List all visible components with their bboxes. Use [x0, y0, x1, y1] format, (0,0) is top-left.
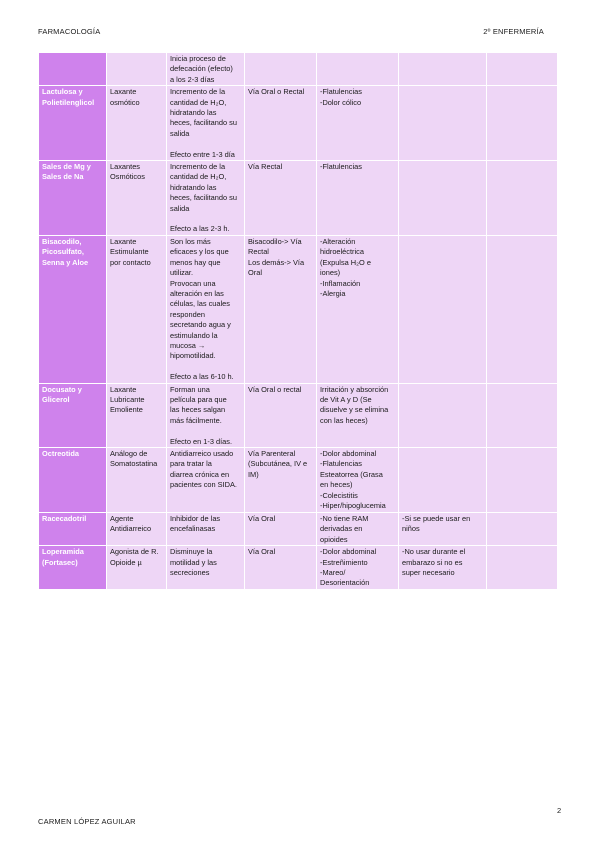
cell-line: alteración en las	[170, 288, 224, 298]
cell-line: Agonista de R.	[110, 547, 159, 557]
extra-cell	[487, 86, 558, 161]
cell-line: secreciones	[170, 568, 210, 577]
cell-line: -Estreñimiento	[320, 557, 368, 567]
cell-line: Octreotida	[42, 448, 79, 458]
extra-cell	[487, 383, 558, 447]
drug-name-cell	[39, 86, 107, 161]
adverse-effects-cell	[317, 161, 399, 236]
cell-line: Efecto a las 6-10 h.	[170, 372, 234, 382]
cell-line: Senna y Aloe	[42, 257, 89, 267]
cell-line: para tratar la	[170, 459, 212, 469]
drug-type-cell	[107, 512, 167, 545]
cell-line: Vía Rectal	[248, 162, 283, 172]
cell-line: Efecto a las 2-3 h.	[170, 224, 230, 234]
mechanism-cell	[167, 161, 245, 236]
notes-cell	[399, 86, 487, 161]
cell-line: encefalinasas	[170, 524, 216, 534]
table-row	[39, 235, 558, 383]
extra-cell	[487, 235, 558, 383]
mechanism-cell	[167, 235, 245, 383]
notes-cell	[399, 161, 487, 236]
drug-type-cell	[107, 53, 167, 86]
cell-line: Los demás-> Vía	[248, 257, 305, 267]
cell-line: Docusato y	[42, 384, 82, 394]
cell-line: Esteatorrea (Grasa	[320, 469, 383, 479]
cell-line: opioides	[320, 534, 348, 544]
cell-line: -Dolor abdominal	[320, 547, 377, 557]
route-cell	[245, 383, 317, 447]
cell-line: -Flatulencias	[320, 459, 362, 469]
cell-line: -Mareo/	[320, 568, 346, 577]
cell-line: células, las cuales	[170, 299, 230, 309]
table-row	[39, 53, 558, 86]
cell-line: (Expulsa H₂O e	[320, 257, 371, 267]
cell-line: Glicerol	[42, 394, 70, 404]
drug-type-cell	[107, 86, 167, 161]
cell-line: -Inflamación	[320, 278, 361, 288]
cell-line: Vía Oral	[248, 547, 276, 557]
cell-line: Laxante	[110, 236, 137, 246]
cell-line: Irritación y absorción	[320, 384, 389, 394]
cell-line: mucosa →	[170, 340, 206, 350]
cell-line: Bisacodilo-> Vía	[248, 236, 302, 246]
cell-line: cantidad de H₂O,	[170, 172, 227, 182]
route-cell	[245, 512, 317, 545]
cell-line: Somatostatina	[110, 459, 158, 469]
cell-line: hidratando las	[170, 182, 217, 192]
cell-line: -No tiene RAM	[320, 513, 369, 523]
cell-line: osmótico	[110, 97, 140, 107]
mechanism-cell	[167, 53, 245, 86]
cell-line: Efecto en 1-3 días.	[170, 436, 233, 446]
cell-line: -Hiper/hipoglucemia	[320, 501, 386, 510]
cell-line: cantidad de H₂O,	[170, 97, 227, 107]
cell-line: -Dolor cólico	[320, 97, 362, 107]
table-row	[39, 383, 558, 447]
cell-line: Sales de Mg y	[42, 162, 91, 172]
drug-table	[38, 52, 558, 590]
cell-line: responden	[170, 309, 205, 319]
cell-line: Desorientación	[320, 578, 370, 588]
notes-cell	[399, 512, 487, 545]
cell-line: Forman una	[170, 384, 210, 394]
drug-name-cell	[39, 235, 107, 383]
cell-line: heces, facilitando su	[170, 193, 237, 203]
cell-line: Vía Oral	[248, 513, 276, 523]
drug-name-cell	[39, 546, 107, 590]
mechanism-cell	[167, 86, 245, 161]
notes-cell	[399, 53, 487, 86]
cell-line: Emoliente	[110, 405, 143, 415]
cell-line: con las heces)	[320, 415, 368, 425]
cell-line: Picosulfato,	[42, 247, 84, 257]
cell-line: Rectal	[248, 247, 269, 257]
cell-line: de Vit A y D (Se	[320, 394, 372, 404]
cell-line: diarrea crónica en	[170, 469, 230, 479]
notes-cell	[399, 546, 487, 590]
mechanism-cell	[167, 546, 245, 590]
adverse-effects-cell	[317, 512, 399, 545]
cell-line: Opioide µ	[110, 557, 142, 567]
route-cell	[245, 546, 317, 590]
table-row	[39, 86, 558, 161]
cell-line: salida	[170, 128, 190, 138]
cell-line: Sales de Na	[42, 172, 84, 182]
route-cell	[245, 86, 317, 161]
adverse-effects-cell	[317, 53, 399, 86]
cell-line: hidratando las	[170, 108, 217, 118]
cell-line: Agente	[110, 513, 134, 523]
mechanism-cell	[167, 383, 245, 447]
cell-line: Laxante	[110, 87, 137, 97]
drug-type-cell	[107, 447, 167, 512]
table-row	[39, 512, 558, 545]
cell-line: (Fortasec)	[42, 557, 78, 567]
cell-line: Lactulosa y	[42, 87, 83, 97]
cell-line: Laxantes	[110, 162, 140, 172]
cell-line: -Alteración	[320, 236, 356, 246]
cell-line: secretando agua y	[170, 320, 231, 330]
route-cell	[245, 235, 317, 383]
header-course: 2º ENFERMERÍA	[483, 27, 544, 36]
adverse-effects-cell	[317, 546, 399, 590]
route-cell	[245, 53, 317, 86]
line-gap	[170, 214, 241, 224]
cell-line: Análogo de	[110, 448, 148, 458]
cell-line: Vía Oral o rectal	[248, 384, 302, 394]
cell-line: Incremento de la	[170, 162, 226, 172]
cell-line: -Colecistitis	[320, 490, 358, 500]
drug-name-cell	[39, 512, 107, 545]
drug-type-cell	[107, 383, 167, 447]
cell-line: iones)	[320, 268, 341, 278]
cell-line: Vía Parenteral	[248, 448, 296, 458]
drug-name-cell	[39, 161, 107, 236]
cell-line: -Si se puede usar en	[402, 513, 471, 523]
cell-line: Loperamida	[42, 547, 84, 557]
cell-line: niños	[402, 524, 420, 534]
cell-line: hidroeléctrica	[320, 247, 364, 257]
cell-line: -Flatulencias	[320, 162, 362, 172]
drug-type-cell	[107, 161, 167, 236]
mechanism-cell	[167, 512, 245, 545]
cell-line: Provocan una	[170, 278, 216, 288]
cell-line: super necesario	[402, 568, 455, 577]
cell-line: más fácilmente.	[170, 415, 222, 425]
drug-name-cell	[39, 383, 107, 447]
notes-cell	[399, 235, 487, 383]
table-row	[39, 546, 558, 590]
cell-line: -Flatulencias	[320, 87, 362, 97]
notes-cell	[399, 447, 487, 512]
cell-line: heces, facilitando su	[170, 118, 237, 128]
adverse-effects-cell	[317, 86, 399, 161]
cell-line: -No usar durante el	[402, 547, 466, 557]
mechanism-cell	[167, 447, 245, 512]
cell-line: las heces salgan	[170, 405, 226, 415]
extra-cell	[487, 53, 558, 86]
line-gap	[170, 362, 241, 372]
cell-line: (Subcutánea, IV e	[248, 459, 308, 469]
cell-line: defecación (efecto)	[170, 64, 233, 74]
cell-line: Disminuye la	[170, 547, 213, 557]
cell-line: Laxante	[110, 384, 137, 394]
cell-line: a los 2-3 días	[170, 74, 215, 84]
footer-author: CARMEN LÓPEZ AGUILAR	[38, 817, 136, 826]
drug-name-cell	[39, 53, 107, 86]
extra-cell	[487, 161, 558, 236]
cell-line: Lubricante	[110, 394, 145, 404]
drug-type-cell	[107, 235, 167, 383]
cell-line: -Alergia	[320, 288, 346, 298]
notes-cell	[399, 383, 487, 447]
cell-line: Vía Oral o Rectal	[248, 87, 305, 97]
cell-line: Incremento de la	[170, 87, 226, 97]
page-number: 2	[557, 806, 562, 815]
cell-line: Polietilenglicol	[42, 97, 95, 107]
cell-line: Bisacodilo,	[42, 236, 82, 246]
cell-line: Efecto entre 1-3 día	[170, 149, 235, 159]
adverse-effects-cell	[317, 383, 399, 447]
table-row	[39, 161, 558, 236]
adverse-effects-cell	[317, 235, 399, 383]
extra-cell	[487, 447, 558, 512]
line-gap	[170, 139, 241, 149]
cell-line: Son los más	[170, 236, 211, 246]
cell-line: Antidiarreico usado	[170, 448, 234, 458]
cell-line: salida	[170, 203, 190, 213]
table-row	[39, 447, 558, 512]
cell-line: en heces)	[320, 480, 353, 490]
cell-line: eficaces y los que	[170, 247, 229, 257]
cell-line: Osmóticos	[110, 172, 145, 182]
line-gap	[170, 426, 241, 436]
cell-line: embarazo si no es	[402, 557, 463, 567]
cell-line: Inhibidor de las	[170, 513, 221, 523]
cell-line: Racecadotril	[42, 513, 87, 523]
cell-line: menos hay que	[170, 257, 221, 267]
cell-line: disuelve y se elimina	[320, 405, 389, 415]
cell-line: Inicia proceso de	[170, 54, 226, 63]
cell-line: por contacto	[110, 257, 151, 267]
extra-cell	[487, 512, 558, 545]
header-subject: FARMACOLOGÍA	[38, 27, 101, 36]
cell-line: pacientes con SIDA.	[170, 480, 237, 490]
adverse-effects-cell	[317, 447, 399, 512]
cell-line: Oral	[248, 268, 262, 278]
cell-line: hipomotilidad.	[170, 351, 216, 361]
extra-cell	[487, 546, 558, 590]
cell-line: motilidad y las	[170, 557, 217, 567]
cell-line: derivadas en	[320, 524, 363, 534]
drug-name-cell	[39, 447, 107, 512]
drug-table-body	[39, 53, 558, 590]
cell-line: IM)	[248, 469, 259, 479]
route-cell	[245, 161, 317, 236]
cell-line: estimulando la	[170, 330, 218, 340]
cell-line: Estimulante	[110, 247, 149, 257]
route-cell	[245, 447, 317, 512]
cell-line: película para que	[170, 394, 227, 404]
drug-type-cell	[107, 546, 167, 590]
cell-line: -Dolor abdominal	[320, 448, 377, 458]
cell-line: utilizar.	[170, 268, 194, 278]
cell-line: Antidiarreico	[110, 524, 152, 534]
